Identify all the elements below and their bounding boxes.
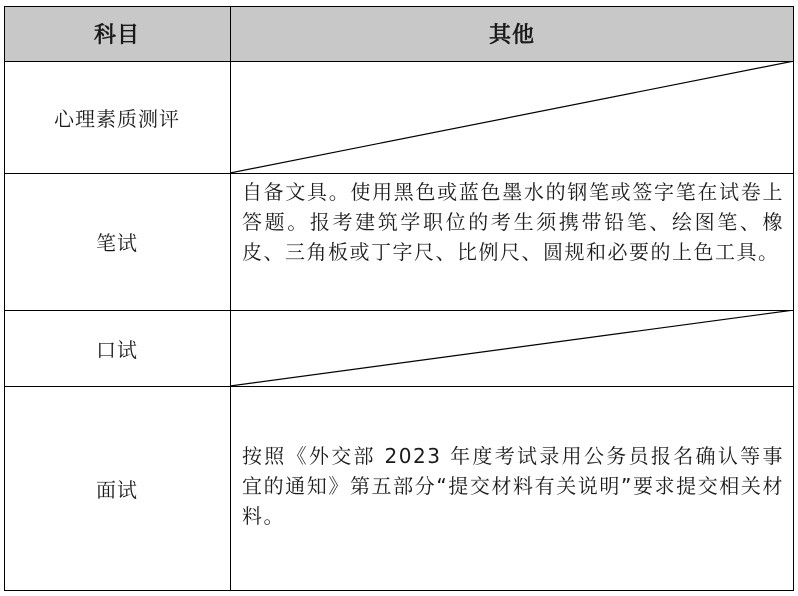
table-column-divider: [230, 6, 231, 591]
table-border-right: [793, 6, 794, 591]
table-border-top: [4, 6, 794, 7]
table-rule: [4, 61, 794, 62]
table-rule: [4, 173, 794, 174]
row-other-written: 自备文具。使用黑色或蓝色墨水的钢笔或签字笔在试卷上答题。报考建筑学职位的考生须携带铅笔、绘图笔、橡皮、三角板或丁字尺、比例尺、圆规和必要的上色工具。: [242, 180, 784, 264]
row-other-interview: 按照《外交部 2023 年度考试录用公务员报名确认等事宜的通知》第五部分“提交材料有关说明”要求提交相关材料。: [242, 444, 784, 528]
table-border-left: [4, 6, 5, 591]
row-subject-oral: 口试: [96, 337, 138, 362]
requirements-table: [4, 6, 794, 591]
row-subject-interview: 面试: [96, 478, 138, 502]
row-subject-psych: 心理素质测评: [54, 106, 180, 131]
table-rule: [4, 310, 794, 311]
row-empty-diagonal: [230, 61, 794, 173]
header-other: 其他: [230, 6, 794, 61]
table-rule: [4, 386, 794, 387]
row-empty-diagonal: [230, 310, 794, 386]
table-border-bottom: [4, 590, 794, 591]
row-subject-written: 笔试: [96, 231, 138, 255]
header-subject: 科目: [4, 6, 230, 61]
